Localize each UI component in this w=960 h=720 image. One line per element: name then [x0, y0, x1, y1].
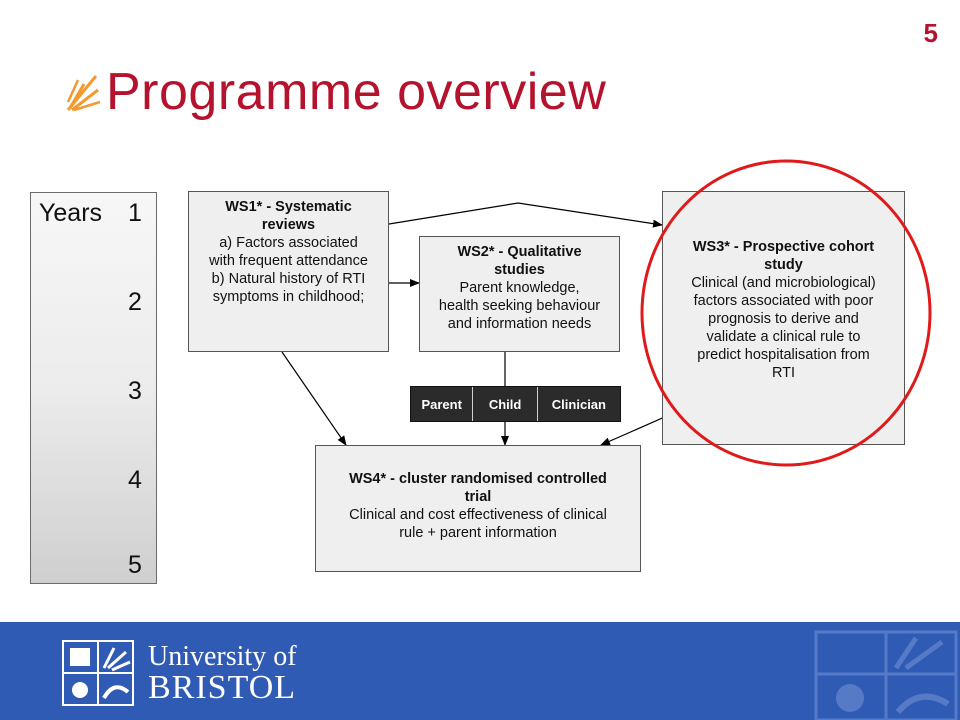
crest-watermark-icon — [812, 628, 960, 720]
ws2-body-line: and information needs — [447, 316, 592, 332]
ws4-body-line: Clinical and cost effectiveness of clinical — [349, 507, 607, 523]
ws3-body-line: factors associated with poor — [693, 293, 874, 309]
ws3-body-line: validate a clinical rule to — [706, 329, 861, 345]
university-logo-text — [148, 641, 297, 706]
university-crest-icon — [62, 640, 134, 706]
ws4-body-line: rule + parent information — [399, 525, 557, 541]
university-of-text: University of — [148, 641, 297, 672]
ws3-body-line: predict hospitalisation from — [697, 347, 870, 363]
year-5: 5 — [128, 551, 142, 579]
ws2-heading-line: studies — [494, 262, 545, 278]
ws2-body-line: health seeking behaviour — [438, 298, 601, 314]
slide-number: 5 — [923, 18, 938, 48]
stakeholder-clinician: Clinician — [551, 396, 606, 412]
ws1-body-line: with frequent attendance — [209, 253, 368, 269]
page-title: Programme overview — [106, 63, 607, 121]
year-4: 4 — [128, 466, 142, 494]
ws1-body-line: symptoms in childhood; — [212, 289, 365, 305]
ws3-body-line: prognosis to derive and — [708, 311, 859, 327]
ws4-heading-line: trial — [464, 489, 492, 505]
bristol-text: BRISTOL — [148, 669, 297, 706]
years-label: Years — [39, 199, 103, 227]
ws3-body-line: Clinical (and microbiological) — [691, 275, 876, 291]
ws3-highlight-circle — [642, 161, 930, 465]
ws2-heading-line: WS2* - Qualitative — [457, 244, 582, 260]
ws3-heading-line: study — [764, 257, 803, 273]
ws1-body-line: b) Natural history of RTI — [211, 271, 366, 287]
ws3-heading-line: WS3* - Prospective cohort — [692, 239, 875, 255]
year-1: 1 — [128, 199, 142, 227]
ws3-body-line: RTI — [771, 365, 796, 381]
ws2-body-line: Parent knowledge, — [459, 280, 580, 296]
year-3: 3 — [128, 377, 142, 405]
ws1-heading-line: WS1* - Systematic — [225, 199, 352, 215]
stakeholder-parent: Parent — [411, 387, 473, 421]
ws1-body-line: a) Factors associated — [219, 235, 358, 251]
year-2: 2 — [128, 288, 142, 316]
ws1-heading-line: reviews — [261, 217, 316, 233]
ws4-heading-line: WS4* - cluster randomised controlled — [349, 471, 607, 487]
stakeholder-child: Child — [473, 387, 537, 421]
